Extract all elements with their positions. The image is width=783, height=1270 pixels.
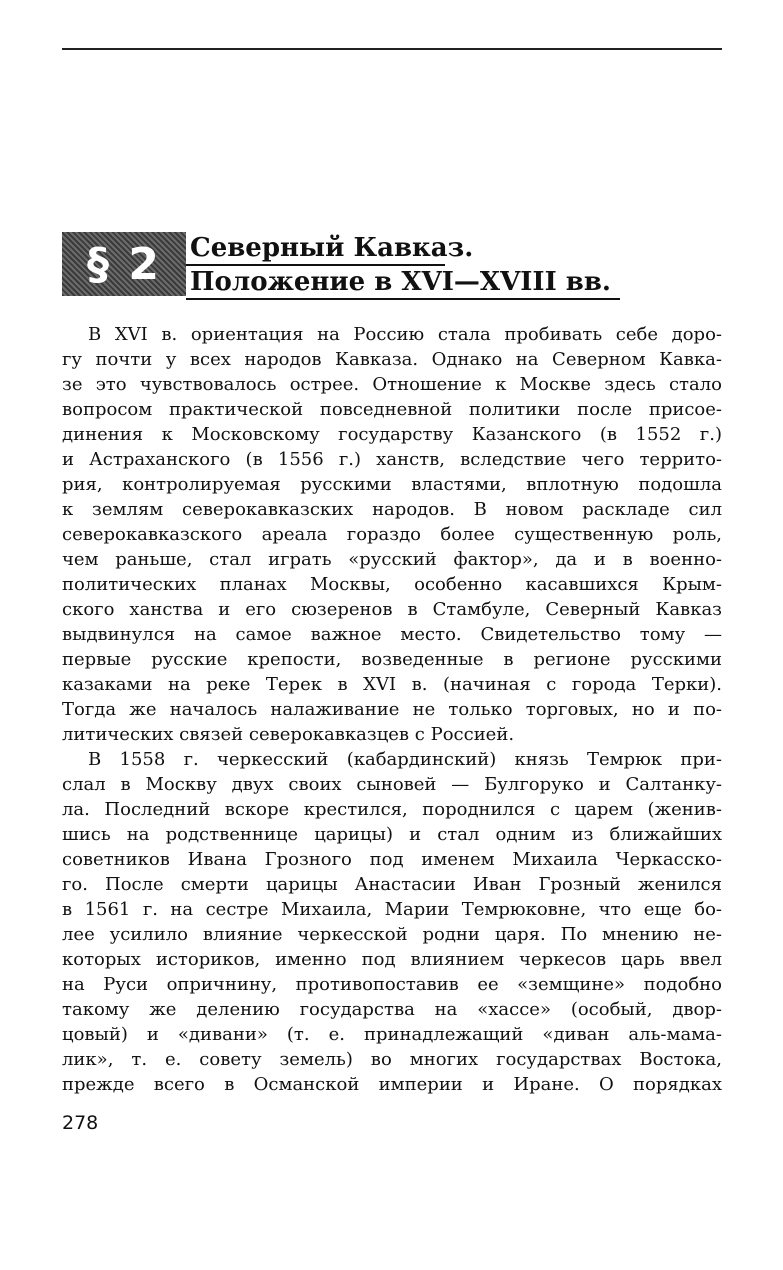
text-line: зе это чувствовалось острее. Отношение к Москве здесь стало [62,374,722,395]
text-line: чем раньше, стал играть «русский фактор», да и в военно- [62,549,722,570]
text-line: Тогда же началось налаживание не только торговых, но и по- [62,699,722,720]
section-title [186,232,626,300]
text-line: цовый) и «дивани» (т. е. принадлежащий «диван аль-мама- [62,1024,722,1045]
text-line: динения к Московскому государству Казанского (в 1552 г.) [62,424,722,445]
top-rule [62,48,722,50]
text-line: к землям северокавказских народов. В новом раскладе сил [62,499,722,520]
text-line: го. После смерти царицы Анастасии Иван Грозный женился [62,874,722,895]
text-line: северокавказского ареала гораздо более существенную роль, [62,524,722,545]
text-line: которых историков, именно под влиянием черкесов царь ввел [62,949,722,970]
text-line: лик», т. е. совету земель) во многих государствах Востока, [62,1049,722,1070]
text-line: гу почти у всех народов Кавказа. Однако на Северном Кавка- [62,349,722,370]
text-line: политических планах Москвы, особенно касавшихся Крым- [62,574,722,595]
text-line: вопросом практической повседневной политики после присое- [62,399,722,420]
text-line: лее усилило влияние черкесской родни царя. По мнению не- [62,924,722,945]
text-line: на Руси опричнину, противопоставив ее «земщине» подобно [62,974,722,995]
section-title-line-2: Положение в XVI—XVIII вв. [186,266,620,300]
text-line: выдвинулся на самое важное место. Свидетельство тому — [62,624,722,645]
text-line: советников Ивана Грозного под именем Михаила Черкасско- [62,849,722,870]
text-line: ского ханства и его сюзеренов в Стамбуле, Северный Кавказ [62,599,722,620]
section-title-line-1: Северный Кавказ. [186,232,445,266]
text-line: и Астраханского (в 1556 г.) ханств, вследствие чего террито- [62,449,722,470]
page-number: 278 [62,1112,99,1134]
text-line: такому же делению государства на «хассе» (особый, двор- [62,999,722,1020]
text-line: прежде всего в Османской империи и Иране. О порядках [62,1074,722,1095]
text-line: ла. Последний вскоре крестился, породнился с царем (женив- [62,799,722,820]
text-line: рия, контролируемая русскими властями, вплотную подошла [62,474,722,495]
text-line: первые русские крепости, возведенные в регионе русскими [62,649,722,670]
section-number-badge: § 2 [62,232,186,296]
text-line: слал в Москву двух своих сыновей — Булгоруко и Салтанку- [62,774,722,795]
text-line: шись на родственнице царицы) и стал одним из ближайших [62,824,722,845]
text-line: В XVI в. ориентация на Россию стала пробивать себе доро- [88,324,722,345]
text-line: В 1558 г. черкесский (кабардинский) князь Темрюк при- [88,749,722,770]
text-line: в 1561 г. на сестре Михаила, Марии Темрюковне, что еще бо- [62,899,722,920]
text-line: казаками на реке Терек в XVI в. (начиная с города Терки). [62,674,722,695]
text-line: литических связей северокавказцев с Россией. [62,724,515,745]
body-text [62,322,722,1097]
